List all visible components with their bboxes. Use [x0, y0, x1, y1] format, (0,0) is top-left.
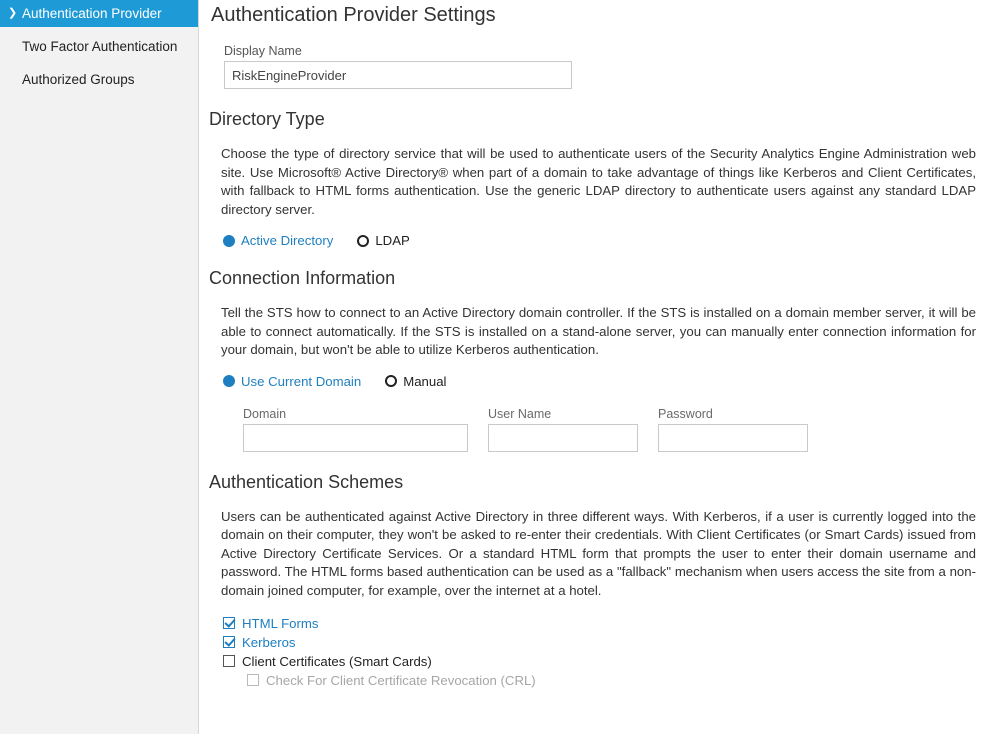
radio-active-directory[interactable] [223, 233, 333, 248]
radio-use-current-domain[interactable] [223, 374, 361, 389]
connection-fields [209, 407, 979, 452]
password-input[interactable] [658, 424, 808, 452]
radio-filled-icon [223, 235, 235, 247]
radio-filled-icon [223, 375, 235, 387]
radio-manual[interactable] [385, 374, 446, 389]
checkbox-row-html-forms[interactable] [223, 614, 979, 632]
display-name-label: Display Name [224, 44, 302, 58]
connection-information-title: Connection Information [209, 268, 396, 288]
sidebar-item-label: Two Factor Authentication [22, 39, 178, 54]
radio-empty-icon [385, 375, 397, 387]
radio-empty-icon [357, 235, 369, 247]
directory-type-title: Directory Type [209, 109, 325, 129]
checkbox-html-forms-label: HTML Forms [242, 615, 319, 631]
radio-active-directory-label: Active Directory [241, 233, 334, 248]
sidebar-item-authentication-provider[interactable] [0, 0, 198, 27]
checkbox-row-kerberos[interactable] [223, 633, 979, 651]
directory-type-radio-group [209, 233, 979, 248]
checkbox-checked-icon [223, 617, 235, 629]
radio-use-current-domain-label: Use Current Domain [241, 373, 362, 389]
user-name-field-group [488, 407, 638, 452]
checkbox-unchecked-icon [223, 655, 235, 667]
sidebar [0, 0, 199, 734]
user-name-input[interactable] [488, 424, 638, 452]
sidebar-item-authorized-groups[interactable] [0, 66, 198, 93]
display-name-block [209, 44, 979, 89]
authentication-schemes-title: Authentication Schemes [209, 471, 404, 492]
connection-information-description: Tell the STS how to connect to an Active Directory domain controller. If the STS is installed on a domain member server, it will be able to connect automatically. If the STS is installed on a stand-alone server, you can manually enter connection information for your domain, but won't be able to utilize Kerberos authentication. [221, 305, 976, 357]
authentication-schemes-checkbox-group [209, 614, 979, 689]
connection-radio-group [209, 374, 979, 389]
checkbox-row-client-certificates[interactable] [223, 652, 979, 670]
sidebar-item-two-factor-authentication[interactable] [0, 33, 198, 60]
radio-manual-label: Manual [403, 373, 447, 389]
radio-ldap-label: LDAP [375, 233, 410, 248]
directory-type-description: Choose the type of directory service that will be used to authenticate users of the Security Analytics Engine Administration web site. Use Microsoft® Active Directory® when part of a domain to take advantage of things like Kerberos and Client Certificates, with fallback to HTML forms authentication. Use the generic LDAP directory to authenticate users against any standard LDAP directory server. [221, 146, 976, 217]
radio-ldap[interactable] [357, 233, 409, 248]
sidebar-item-label: Authentication Provider [22, 6, 162, 21]
checkbox-checked-icon [223, 636, 235, 648]
user-name-label: User Name [488, 406, 552, 421]
sidebar-item-label: Authorized Groups [22, 72, 135, 87]
checkbox-kerberos-label: Kerberos [242, 634, 296, 650]
checkbox-client-certificates-label: Client Certificates (Smart Cards) [242, 653, 432, 669]
password-label: Password [658, 406, 713, 421]
main-content [199, 0, 983, 734]
checkbox-crl-check-label: Check For Client Certificate Revocation (CRL) [266, 672, 536, 688]
password-field-group [658, 407, 808, 452]
authentication-schemes-description: Users can be authenticated against Active Directory in three different ways. With Kerberos, if a user is currently logged into the domain on their computer, they won't be asked to re-enter their credentials. With Client Certificates (or Smart Cards) issued from Active Directory Certificate Services. Or a standard HTML form that prompts the user to enter their domain username and password. The HTML forms based authentication can be used as a "fallback" mechanism when users access the site from a non-domain joined computer, for example, over the internet at a hotel. [221, 508, 976, 598]
domain-label: Domain [243, 406, 287, 421]
page-title: Authentication Provider Settings [211, 4, 496, 26]
display-name-input[interactable] [224, 61, 572, 89]
checkbox-row-crl-check[interactable] [223, 671, 979, 689]
chevron-right-icon: ❯ [8, 7, 18, 19]
checkbox-unchecked-disabled-icon [247, 674, 259, 686]
domain-field-group [243, 407, 468, 452]
domain-input[interactable] [243, 424, 468, 452]
